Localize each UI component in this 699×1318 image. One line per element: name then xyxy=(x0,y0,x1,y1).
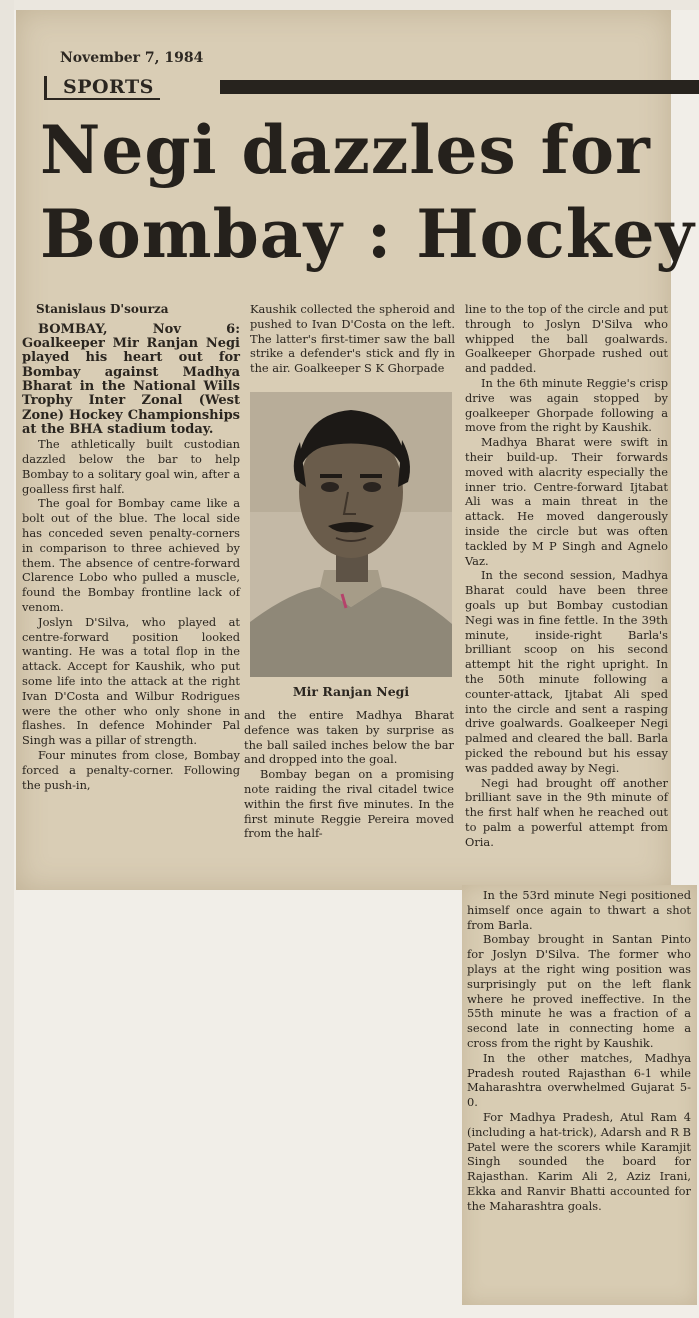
paragraph: The athletically built custodian dazzled below the bar to help Bombay to a solitary goal win, after a goalless first half. xyxy=(22,437,240,496)
paragraph: For Madhya Pradesh, Atul Ram 4 (including a hat-trick), Adarsh and R B Patel were the scorers while Karamjit Singh sounded the board for Rajasthan. Karim Ali 2, Aziz Irani, Ekka and Ranvir Bhatti accounted for the Maharashtra goals. xyxy=(467,1109,691,1213)
portrait-image xyxy=(250,392,452,677)
article-column-3 xyxy=(465,302,668,849)
paragraph: Madhya Bharat were swift in their build-up. Their forwards moved with alacrity especially the inner trio. Centre-forward Ijtabat Ali was a main threat in the attack. He moved dangerously inside the circle but was often tackled by M P Singh and Agnelo Vaz. xyxy=(465,435,668,568)
section-header xyxy=(44,76,670,98)
byline: Stanislaus D'sourza xyxy=(36,302,169,316)
headline-line-1: Negi dazzles for xyxy=(40,111,651,189)
paragraph: line to the top of the circle and put through to Joslyn D'Silva who whipped the ball goalwards. Goalkeeper Ghorpade rushed out and padded. xyxy=(465,302,668,376)
paragraph: Kaushik collected the spheroid and pushed to Ivan D'Costa on the left. The latter's first-timer saw the ball strike a defender's stick and fly in the air. Goalkeeper S K Ghorpade xyxy=(250,302,455,376)
article-column-2-top xyxy=(250,302,455,376)
paragraph: In the 53rd minute Negi positioned himself once again to thwart a shot from Barla. xyxy=(467,888,691,932)
frame-top xyxy=(0,0,699,10)
photo-caption: Mir Ranjan Negi xyxy=(292,684,410,699)
paragraph: In the 6th minute Reggie's crisp drive was again stopped by goalkeeper Ghorpade following a move from the right by Kaushik. xyxy=(465,375,668,435)
portrait-photo xyxy=(250,392,452,677)
paragraph: In the second session, Madhya Bharat could have been three goals up but Bombay custodian Negi was in fine fettle. In the 39th minute, inside-right Barla's brilliant scoop on his second attempt hit the right upright. In the 50th minute following a counter-attack, Ijtabat Ali sped into the circle and sent a rasping drive goalwards. Goalkeeper Negi palmed and cleared the ball. Barla picked the rebound but his essay was padded away by Negi. xyxy=(465,568,668,775)
paragraph: The goal for Bombay came like a bolt out of the blue. The local side has conceded seven penalty-corners in comparison to three achieved by them. The absence of centre-forward Clarence Lobo who pulled a muscle, found the Bombay frontline lack of venom. xyxy=(22,496,240,614)
headline-line-2: Bombay : Hockey xyxy=(40,195,695,273)
article-column-2-bottom xyxy=(244,708,454,841)
paragraph: Joslyn D'Silva, who played at centre-forward position looked wanting. He was a total flop in the attack. Accept for Kaushik, who put some life into the attack at the right Ivan D'Costa and Wilbur Rodrigues were the other who only shone in flashes. In defence Mohinder Pal Singh was a pillar of strength. xyxy=(22,614,240,748)
article-column-3-extension xyxy=(467,888,691,1214)
article-column-1 xyxy=(22,302,240,792)
dateline: November 7, 1984 xyxy=(60,50,204,66)
paragraph: and the entire Madhya Bharat defence was taken by surprise as the ball sailed inches below the bar and dropped into the goal. xyxy=(244,708,454,767)
section-rule xyxy=(220,80,699,94)
paragraph: Negi had brought off another brilliant save in the 9th minute of the first half when he reached out to palm a powerful attempt from Oria. xyxy=(465,775,668,849)
paragraph: Four minutes from close, Bombay forced a penalty-corner. Following the push-in, xyxy=(22,747,240,792)
paragraph: Bombay began on a promising note raiding the rival citadel twice within the first five minutes. In the first minute Reggie Pereira moved from the half- xyxy=(244,767,454,841)
article-lead: BOMBAY, Nov 6: Goalkeeper Mir Ranjan Negi played his heart out for Bombay against Madhya Bharat in the National Wills Trophy Inter Zonal (West Zone) Hockey Championships at the BHA stadium today. xyxy=(22,321,240,437)
headline xyxy=(40,108,695,276)
section-label: SPORTS xyxy=(44,76,160,100)
paragraph: Bombay brought in Santan Pinto for Joslyn D'Silva. The former who plays at the right wing position was surprisingly put on the left flank where he proved ineffective. In the 55th minute he was a fraction of a second late in connecting home a cross from the right by Kaushik. xyxy=(467,932,691,1050)
paragraph: In the other matches, Madhya Pradesh routed Rajasthan 6-1 while Maharashtra overwhelmed Gujarat 5-0. xyxy=(467,1050,691,1110)
frame-left xyxy=(0,0,14,1318)
